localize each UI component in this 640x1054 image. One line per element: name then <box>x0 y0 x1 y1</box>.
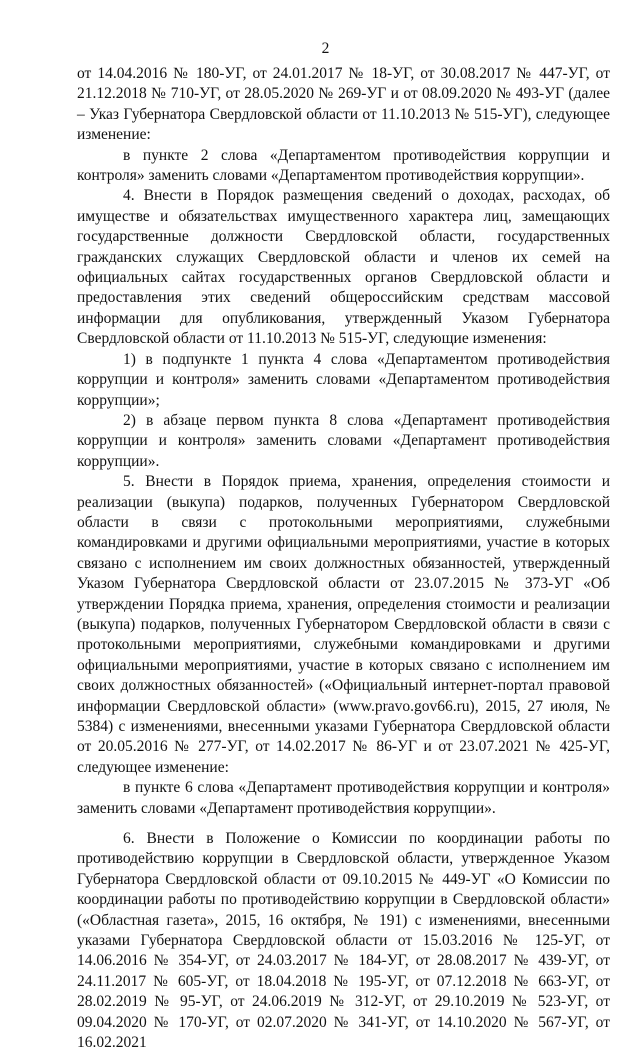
paragraph: 2) в абзаце первом пункта 8 слова «Департамент противодействия коррупции и контроля» заменить словами «Департамент противодействия коррупции». <box>77 411 610 470</box>
paragraph: в пункте 6 слова «Департамент противодействия коррупции и контроля» заменить словами «Департамент противодействия коррупции». <box>77 779 610 817</box>
paragraph: в пункте 2 слова «Департаментом противодействия коррупции и контроля» заменить словами «Департаментом противодействия коррупции». <box>77 146 610 185</box>
paragraph: 5. Внести в Порядок приема, хранения, определения стоимости и реализации (выкупа) подарков, полученных Губернатором Свердловской области в связи с протокольными мероприятиями, служебными командировками и другими официальными мероприятиями, участие в которых связано с исполнением им своих должностных обязанностей, утвержденный Указом Губернатора Свердловской области от 23.07.2015 № 373-УГ «Об утверждении Порядка приема, хранения, определения стоимости и реализации (выкупа) подарков, полученных Губернатором Свердловской области в связи с протокольными мероприятиями, служебными командировками и другими официальными мероприятиями, участие в которых связано с исполнением им своих должностных обязанностей» («Официальный интернет-портал правовой информации Свердловской области» (www.pravo.gov66.ru), 2015, 27 июля, № 5384) с изменениями, внесенными указами Губернатора Свердловской области от 20.05.2016 № 277-УГ, от 14.02.2017 № 86-УГ и от 23.07.2021 № 425-УГ, следующее изменение: <box>77 473 610 776</box>
paragraph: 4. Внести в Порядок размещения сведений о доходах, расходах, об имуществе и обязательствах имущественного характера лиц, замещающих государственные должности Свердловской области, государственных гражданских служащих Свердловской области и членов их семей на официальных сайтах государственных органов Свердловской области и предоставления этих сведений общероссийским средствам массовой информации для опубликования, утвержденный Указом Губернатора Свердловской области от 11.10.2013 № 515-УГ, следующие изменения: <box>77 187 610 348</box>
page-number: 2 <box>321 40 330 57</box>
paragraph: 6. Внести в Положение о Комиссии по координации работы по противодействию коррупции в Свердловской области, утвержденное Указом Губернатора Свердловской области от 09.10.2015 № 449-УГ «О Комиссии по координации работы по противодействию коррупции в Свердловской области» («Областная газета», 2015, 16 октября, № 191) с изменениями, внесенными указами Губернатора Свердловской области от 15.03.2016 № 125-УГ, от 14.06.2016 № 354-УГ, от 24.03.2017 № 184-УГ, от 28.08.2017 № 439-УГ, от 24.11.2017 № 605-УГ, от 18.04.2018 № 195-УГ, от 07.12.2018 № 663-УГ, от 28.02.2019 № 95-УГ, от 24.06.2019 № 312-УГ, от 29.10.2019 № 523-УГ, от 09.04.2020 № 170-УГ, от 02.07.2020 № 341-УГ, от 14.10.2020 № 567-УГ, от 16.02.2021 <box>77 830 610 1052</box>
paragraph: 1) в подпункте 1 пункта 4 слова «Департаментом противодействия коррупции и контроля» заменить словами «Департаментом противодействия коррупции»; <box>77 350 610 409</box>
document-body <box>77 64 610 1054</box>
paragraph: от 14.04.2016 № 180-УГ, от 24.01.2017 № 18-УГ, от 30.08.2017 № 447-УГ, от 21.12.2018 № 710-УГ, от 28.05.2020 № 269-УГ и от 08.09.2020 № 493-УГ (далее – Указ Губернатора Свердловской области от 11.10.2013 № 515-УГ), следующее изменение: <box>77 65 610 144</box>
